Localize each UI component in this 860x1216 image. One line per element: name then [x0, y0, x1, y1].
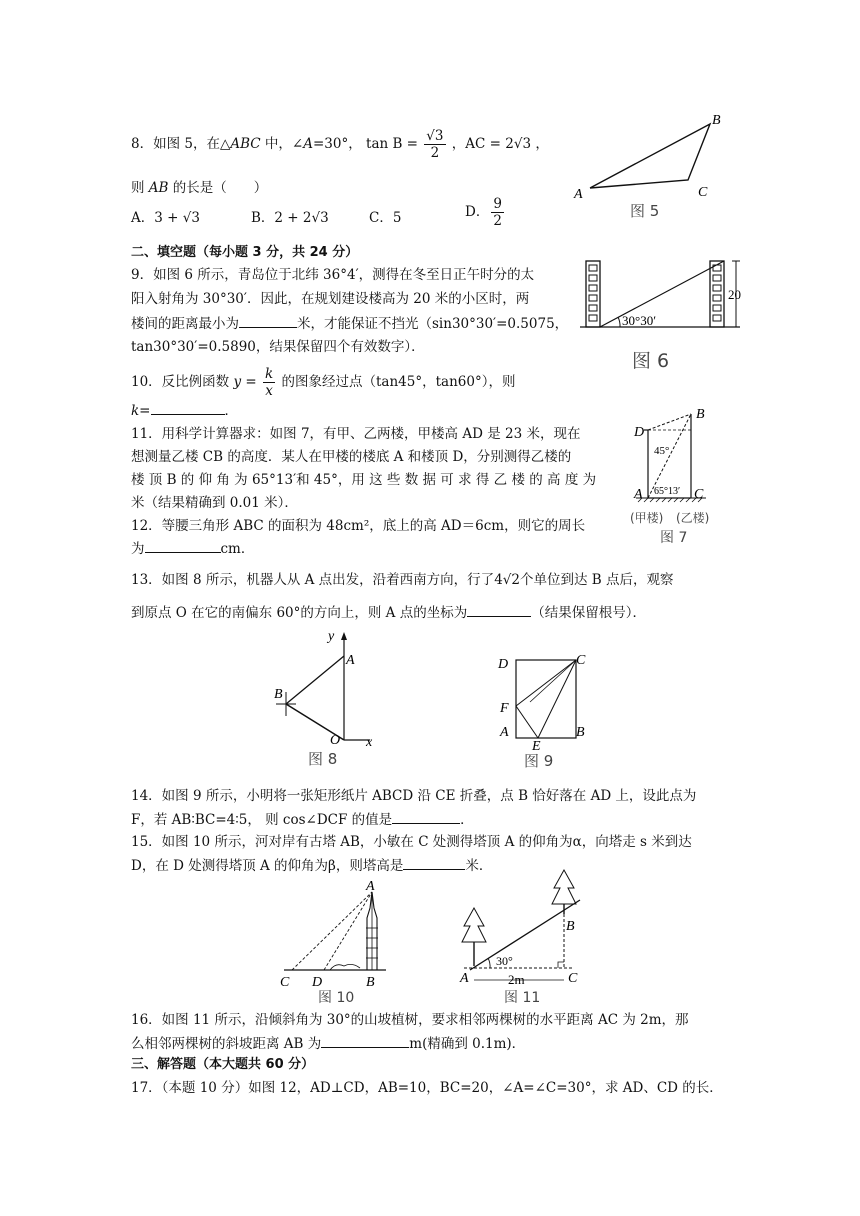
q9-answer-blank[interactable] — [239, 313, 297, 328]
fig7-jia: (甲楼) — [630, 511, 664, 525]
fig9-label-d: D — [498, 657, 509, 672]
q8-line1: 8．如图 5，在△ABC 中，∠A=30°， tan B = $\frac{√3}{2}$ ，AC = 2√3 ， — [131, 128, 549, 161]
q16-line1: 16．如图 11 所示，沿倾斜角为 30°的山坡植树，要求相邻两棵树的水平距离 AC 为 2m，那 — [131, 1012, 689, 1028]
q14-line1: 14．如图 9 所示，小明将一张矩形纸片 ABCD 沿 CE 折叠，点 B 恰好落在 AD 上，设此点为 — [131, 788, 697, 804]
q17-line1: 17．（本题 10 分）如图 12，AD⊥CD，AB=10，BC=20，∠A=∠C=30°，求 AD、CD 的长． — [131, 1080, 723, 1096]
fig9-label-a: A — [500, 725, 509, 740]
q8-option-a: A．3 + √3 — [131, 210, 200, 226]
q8-line2: 则 AB 的长是（ ） — [131, 180, 268, 196]
q10-answer-blank[interactable] — [151, 400, 225, 415]
q15-line2: D，在 D 处测得塔顶 A 的仰角为β，则塔高是 米． — [131, 855, 492, 876]
section-2-heading: 二、填空题（每小题 3 分，共 24 分） — [131, 245, 359, 260]
fig8-label-a: A — [346, 653, 355, 668]
q11-line3: 楼 顶 B 的 仰 角 为 65°13′和 45°，用 这 些 数 据 可 求 得 乙 楼 的 高 度 为 — [131, 472, 597, 488]
q14-answer-blank[interactable] — [392, 809, 460, 824]
q14-line2: F，若 AB∶BC=4∶5， 则 cos∠DCF 的值是 ． — [131, 809, 474, 830]
q8-options — [131, 196, 502, 229]
fig6-caption: 图 6 — [632, 350, 670, 372]
fig9-label-e: E — [532, 739, 541, 754]
fig7-label-c: C — [694, 487, 704, 502]
q11-line4: 米（结果精确到 0.01 米）． — [131, 495, 298, 511]
fig5-label-a: A — [574, 187, 583, 202]
q10-line1: 10．反比例函数 y = $\frac{k}{x}$ 的图象经过点（tan45°，tan60°），则 — [131, 366, 516, 399]
fig10-label-d: D — [312, 975, 323, 990]
q10-fraction: $\frac{k}{x}$ — [265, 366, 274, 399]
fig10-label-c: C — [280, 975, 290, 990]
fig5-caption: 图 5 — [630, 202, 660, 220]
q9-line4: tan30°30′=0.5890，结果保留四个有效数字）． — [131, 339, 425, 355]
q15-line1: 15．如图 10 所示，河对岸有古塔 AB，小敏在 C 处测得塔顶 A 的仰角为α，向塔走 s 米到达 — [131, 834, 692, 850]
fig8-label-y: y — [328, 629, 335, 644]
fig7-label-d: D — [634, 425, 645, 440]
figure-8 — [268, 628, 398, 778]
q8-option-d: D． $\frac{9}{2}$ — [465, 196, 502, 229]
fig7-yi: (乙楼) — [676, 511, 710, 525]
fig10-caption: 图 10 — [318, 990, 355, 1006]
q9-line3: 楼间的距离最小为 米，才能保证不挡光（sin30°30′=0.5075， — [131, 313, 568, 334]
fig7-angle-65: 65°13′ — [654, 486, 681, 497]
fig11-angle: 30° — [496, 954, 513, 968]
q16-line2: 么相邻两棵树的斜坡距离 AB 为 m(精确到 0.1m)． — [131, 1033, 525, 1054]
fig11-caption: 图 11 — [504, 990, 541, 1006]
q16-answer-blank[interactable] — [321, 1033, 409, 1048]
figure-10 — [278, 878, 398, 1008]
fig11-label-c: C — [568, 971, 578, 986]
fig9-label-f: F — [500, 701, 509, 716]
fig7-caption: 图 7 — [660, 530, 688, 546]
q9-line2: 阳入射角为 30°30′．因此，在规划建设楼高为 20 米的小区时，两 — [131, 291, 530, 307]
fig6-angle: 30°30′ — [622, 313, 657, 328]
q13-line1: 13．如图 8 所示，机器人从 A 点出发，沿着西南方向，行了4√2个单位到达 B 点后，观察 — [131, 572, 674, 588]
fig9-caption: 图 9 — [524, 752, 554, 770]
fig10-label-a: A — [366, 879, 375, 894]
section-3-heading: 三、解答题（本大题共 60 分） — [131, 1057, 315, 1072]
fig10-label-b: B — [366, 975, 375, 990]
fig8-caption: 图 8 — [308, 750, 338, 768]
fig11-distance: 2m — [508, 972, 525, 987]
q8-option-b: B．2 + 2√3 — [251, 210, 329, 226]
fig8-label-b: B — [274, 687, 283, 702]
figure-7 — [626, 400, 726, 550]
q11-line2: 想测量乙楼 CB 的高度．某人在甲楼的楼底 A 和楼顶 D，分别测得乙楼的 — [131, 449, 572, 465]
fig7-angle-45: 45° — [654, 445, 670, 457]
fig9-label-b: B — [576, 725, 585, 740]
fig6-height: 20 — [728, 287, 741, 302]
fig8-label-x: x — [366, 735, 373, 750]
fig5-label-b: B — [712, 113, 721, 128]
q11-line1: 11．用科学计算器求：如图 7，有甲、乙两楼，甲楼高 AD 是 23 米，现在 — [131, 426, 581, 442]
fig11-label-b: B — [566, 919, 575, 934]
fig8-label-o: O — [330, 733, 341, 748]
fig5-label-c: C — [698, 185, 708, 200]
q13-line2: 到原点 O 在它的南偏东 60°的方向上，则 A 点的坐标为 （结果保留根号）． — [131, 602, 646, 623]
figure-11 — [456, 866, 596, 1008]
fig7-label-a: A — [634, 487, 643, 502]
figure-6 — [580, 255, 750, 375]
q12-answer-blank[interactable] — [145, 538, 221, 553]
fig7-label-b: B — [696, 407, 705, 422]
q8-fraction: $\frac{√3}{2}$ — [426, 128, 444, 161]
figure-5 — [570, 108, 730, 223]
q10-line2: k= ． — [131, 400, 238, 421]
fig11-label-a: A — [460, 971, 469, 986]
q8-option-c: C．5 — [369, 210, 402, 226]
q12-line1: 12．等腰三角形 ABC 的面积为 48cm²，底上的高 AD＝6cm，则它的周长 — [131, 518, 586, 534]
q12-line2: 为 cm． — [131, 538, 254, 559]
figure-9 — [492, 650, 602, 780]
q13-answer-blank[interactable] — [467, 602, 531, 617]
fig9-label-c: C — [576, 653, 586, 668]
q9-line1: 9．如图 6 所示，青岛位于北纬 36°4′，测得在冬至日正午时分的太 — [131, 267, 535, 283]
